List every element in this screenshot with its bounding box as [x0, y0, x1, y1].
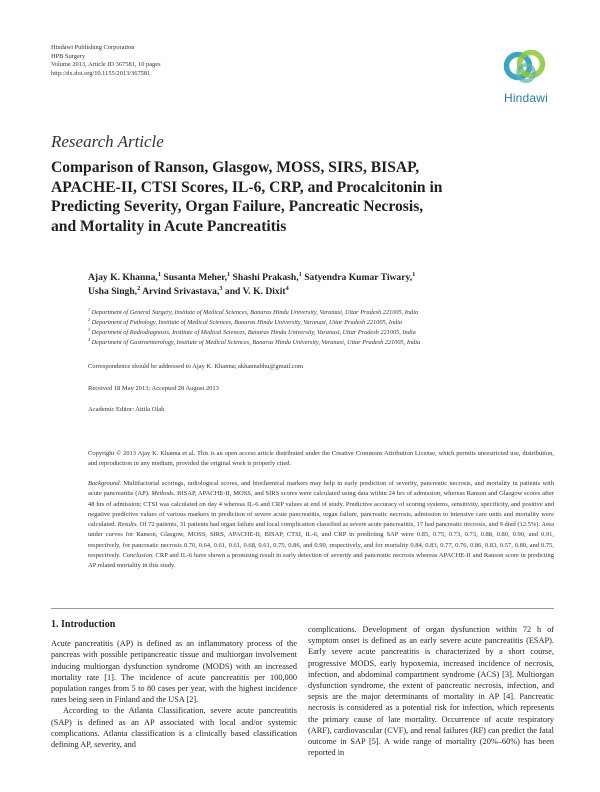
author-line	[88, 271, 415, 285]
abstract-background: Multifactorial scorings, radiological scores, and biochemical markers may help in early prediction of severity, pancreatic necrosis, and mortality in patients with acute pancreatitis (AP).	[88, 480, 554, 498]
author-name: and V. K. Dixit	[224, 286, 286, 297]
author-affil-ref: 1	[412, 270, 416, 278]
author-name: Shashi Prakash,	[232, 272, 299, 283]
academic-editor: Academic Editor: Attila Olah	[88, 406, 165, 413]
affiliation	[88, 338, 420, 348]
hindawi-logo-icon	[498, 44, 554, 90]
body-paragraph: complications. Development of organ dysfunction within 72 h of symptom onset is defined as an early severe acute pancreatitis (ESAP). Early severe acute pancreatitis is characterized by a short course, progressive MODS, early hypoxemia, increased incidence of necrosis, infection, and abdominal compartment syndrome (ACS) [3]. Multiorgan dysfunction syndrome, the extent of pancreatic necrosis, infection, and sepsis are the major determinants of mortality in AP [4]. Pancreatic necrosis is considered as a potential risk for infection, which represents the primary cause of late mortality. Occurrence of acute respiratory (ARF), cardiovascular (CVF), and renal failures (RF) can predict the fatal outcome in SAP [5]. A wide range of mortality (20%–60%) has been reported in	[308, 625, 554, 758]
abstract-conclusion: CRP and IL-6 have shown a promising result in early detection of severity and pancreatic necrosis whereas APACHE-II and Ranson score in predicting AP related mortality in this study.	[88, 552, 555, 570]
title-line: and Mortality in Acute Pancreatitis	[51, 217, 287, 235]
journal-header	[51, 44, 161, 78]
abstract	[88, 479, 554, 572]
abstract-background-label: Background.	[88, 480, 122, 487]
affiliation-text: Department of Gastroenterology, Institute of Medical Sciences, Banaras Hindu University, Varanasi, Uttar Pradesh 221005, India	[91, 339, 421, 346]
affiliation-text: Department of Pathology, Institute of Medical Sciences, Banaras Hindu University, Varanasi, Uttar Pradesh 221005, India	[91, 319, 403, 326]
publisher: Hindawi Publishing Corporation	[51, 44, 135, 51]
affiliation-number: 4	[88, 336, 91, 342]
affiliation-number: 2	[88, 316, 91, 322]
author-affil-ref: 2	[137, 284, 141, 292]
body-column-left	[51, 619, 297, 750]
author-affil-ref: 3	[219, 284, 223, 292]
body-column-right	[308, 624, 554, 758]
author-name: Arvind Srivastava,	[142, 286, 220, 297]
author-name: Susanta Meher,	[163, 272, 227, 283]
body-paragraph: According to the Atlanta Classification, severe acute pancreatitis (SAP) is defined as an AP associated with local and/or systemic complications. Atlanta classification is a clinically based classification defining AP, severity, and	[51, 706, 297, 750]
abstract-methods-label: Methods.	[151, 490, 176, 498]
author-line	[88, 285, 415, 299]
article-type: Research Article	[51, 132, 164, 151]
hindawi-logo	[498, 44, 554, 112]
author-name: Ajay K. Khanna,	[88, 272, 158, 283]
affiliation	[88, 318, 420, 328]
volume-info: Volume 2013, Article ID 367581, 10 pages	[51, 61, 161, 69]
author-affil-ref: 1	[227, 270, 231, 278]
title-line: Comparison of Ranson, Glasgow, MOSS, SIRS, BISAP,	[51, 159, 420, 176]
author-list	[88, 271, 415, 299]
abstract-results: Of 72 patients, 31 patients had organ failure and local complication classified as severe acute pancreatitis, 17 had pancreatic necrosis, and 9 died (12.5%). Area under curves for Ranson, Glasgow, MOSS, SIRS, APACHE-II, BISAP, CTSI, IL-6, and CRP in predicting SAP were 0.85, 0.75, 0.73, 0.73, 0.88, 0.80, 0.90, and 0.91, respectively, for pancreatic necrosis 0.70, 0.64, 0.61, 0.61, 0.68, 0.61, 0.75, 0.86, and 0.90, respectively, and for mortality 0.84, 0.83, 0.77, 0.76, 0.86, 0.83, 0.57, 0.80, and 0.75, respectively.	[88, 521, 554, 560]
logo-wordmark: Hindawi	[503, 91, 549, 105]
abstract-conclusion-label: Conclusion.	[122, 552, 154, 560]
affiliation	[88, 308, 420, 318]
affiliation	[88, 328, 420, 338]
copyright-notice: Copyright © 2013 Ajay K. Khanna et al. This is an open access article distributed under the Creative Commons Attribution License, which permits unrestricted use, distribution, and reproduction in any medium, provided the original work is properly cited.	[88, 450, 554, 467]
title-line: APACHE-II, CTSI Scores, IL-6, CRP, and Procalcitonin in	[51, 178, 443, 196]
section-heading: 1. Introduction	[51, 619, 116, 630]
affiliation-text: Department of Radiodiagnosis, Institute of Medical Sciences, Banaras Hindu University, Varanasi, Uttar Pradesh 221005, India	[91, 329, 416, 336]
body-paragraph: Acute pancreatitis (AP) is defined as an inflammatory process of the pancreas with possible peripancreatic tissue and multiorgan involvement inducing multiorgan dysfunction syndrome (MODS) with an increased mortality rate [1]. The incidence of acute pancreatitis per 100,000 population ranges from 5 to 80 cases per year, with the highest incidence rates being seen in Finland and the USA [2].	[51, 639, 297, 705]
title-line: Predicting Severity, Organ Failure, Pancreatic Necrosis,	[51, 198, 424, 215]
affiliation-number: 1	[88, 306, 91, 312]
author-name: Usha Singh,	[88, 286, 138, 297]
section-divider	[51, 608, 554, 609]
author-affil-ref: 1	[298, 270, 302, 278]
author-affil-ref: 4	[285, 284, 289, 292]
doi-link[interactable]: http://dx.doi.org/10.1155/2013/367581	[51, 69, 151, 77]
article-title	[51, 158, 511, 236]
author-affil-ref: 1	[157, 270, 161, 278]
affiliation-list	[88, 308, 420, 348]
affiliation-text: Department of General Surgery, Institute of Medical Sciences, Banaras Hindu University, Varanasi, Uttar Pradesh 221005, India	[91, 309, 419, 316]
author-name: Satyendra Kumar Tiwary,	[304, 272, 413, 283]
abstract-results-label: Results.	[117, 521, 139, 529]
affiliation-number: 3	[88, 326, 91, 332]
received-dates: Received 18 May 2013; Accepted 28 August 2013	[88, 385, 219, 392]
correspondence: Correspondence should be addressed to Ajay K. Khanna; akhannabhu@gmail.com	[88, 363, 304, 370]
journal-name: HPB Surgery	[51, 52, 86, 60]
abstract-methods: BISAP, APACHE-II, MOSS, and SIRS scores were calculated using data within 24 hrs of admission, whereas Ranson and Glasgow scores after 48 hrs of admission; CTSI was calculated on day 4 whereas IL-6 and CRP values at end of study. Predictive accuracy of scoring systems, sensitivity, specificity, and positive and negative predictive values of various markers in prediction of severe acute pancreatitis, organ failure, pancreatic necrosis, admission to intensive care units and mortality were calculated.	[88, 490, 554, 529]
